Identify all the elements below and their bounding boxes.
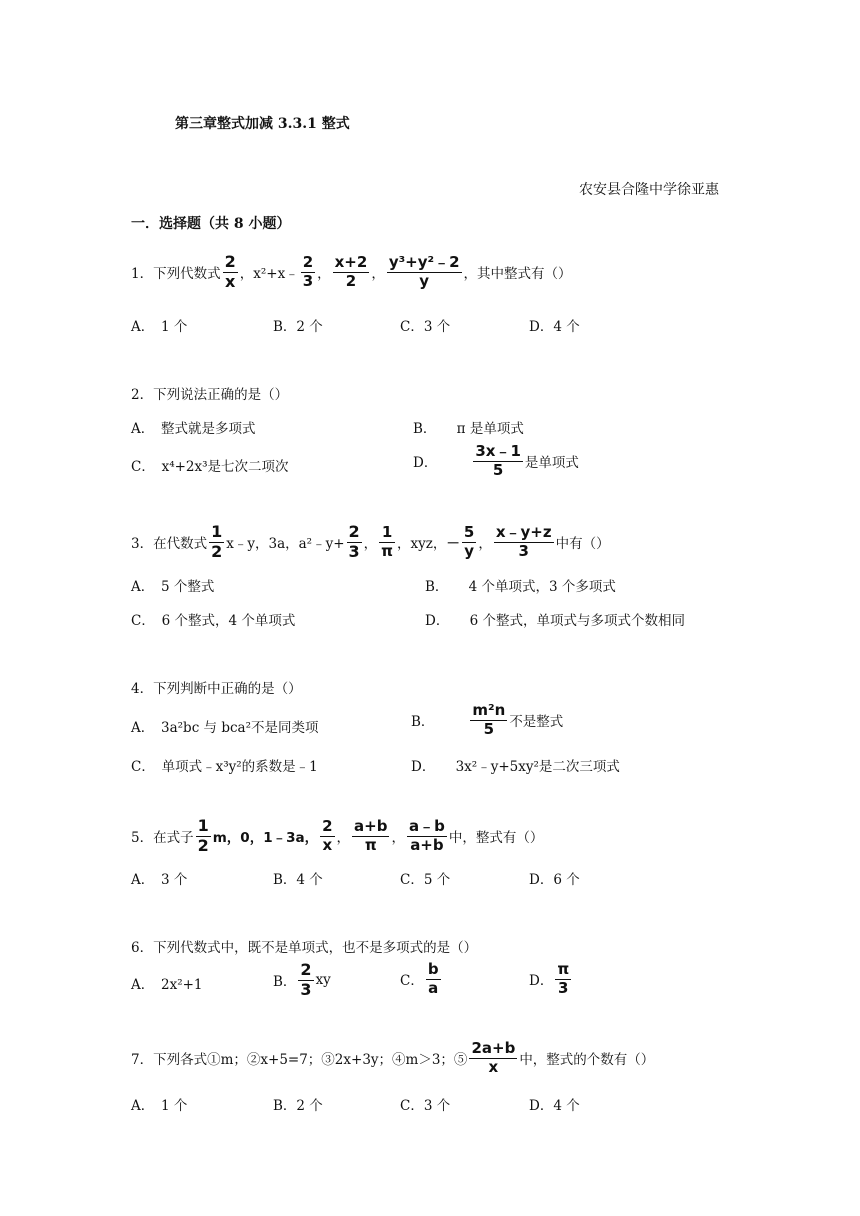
author-line: 农安县合隆中学徐亚惠 — [579, 182, 719, 198]
q7-prefix: 7．下列各式①m；②x+5=7；③2x+3y；④m＞3；⑤ — [131, 1052, 468, 1069]
question-2-stem: 2．下列说法正确的是（） — [131, 387, 289, 403]
q4-b-label: B． — [411, 714, 435, 731]
q4-option-d: D． 3x²﹣y+5xy²是二次三项式 — [411, 759, 620, 775]
q6-b-label: B． — [273, 974, 297, 991]
q4-b-suffix: 不是整式 — [509, 714, 564, 731]
question-4-stem: 4．下列判断中正确的是（） — [131, 681, 302, 697]
q6-option-c — [400, 962, 443, 997]
q3-fraction-1: $\frac{1}{2}$ — [211, 522, 223, 561]
q1-option-d: D．4 个 — [529, 319, 580, 335]
q1-fraction-4: $\frac{\text{y³+y²﹣2}}{y}$ — [388, 253, 460, 290]
q2-d-label: D． — [413, 455, 438, 472]
q6-c-fraction: $\frac{b}{a}$ — [427, 960, 439, 997]
q5-fraction-2: $\frac{2}{x}$ — [322, 817, 333, 854]
question-5-stem — [131, 818, 543, 855]
q3-option-b: B． 4 个单项式，3 个多项式 — [425, 579, 616, 595]
q1-fraction-3: $\frac{x+2}{2}$ — [334, 253, 368, 290]
q5-fraction-4: $\frac{a﹣b}{a+b}$ — [408, 817, 445, 854]
q7-option-d: D．4 个 — [529, 1098, 580, 1114]
q7-option-b: B．2 个 — [273, 1098, 323, 1114]
q5-option-a: A． 3 个 — [131, 872, 188, 888]
q6-c-label: C． — [400, 973, 424, 990]
q5-prefix: 5．在式子 — [131, 830, 194, 847]
q1-suffix: ，其中整式有（） — [463, 266, 572, 283]
q3-fraction-2: $\frac{2}{3}$ — [348, 522, 360, 561]
q6-d-fraction: $\frac{\pi}{3}$ — [557, 960, 570, 997]
q5-separator: ， — [336, 830, 351, 847]
q3-fraction-4: $\frac{5}{y}$ — [463, 523, 475, 560]
q6-option-d — [529, 962, 573, 997]
q5-fraction-1: $\frac{1}{2}$ — [197, 816, 209, 855]
q1-separator-2: ， — [371, 266, 385, 283]
section-heading: 一．选择题（共 8 小题） — [131, 216, 291, 232]
q3-option-a: A． 5 个整式 — [131, 579, 215, 595]
q3-option-c: C． 6 个整式，4 个单项式 — [131, 613, 296, 629]
q1-separator: ， — [317, 266, 331, 283]
q7-fraction-1: $\frac{2a+b}{x}$ — [471, 1039, 516, 1076]
question-3-stem — [131, 524, 610, 561]
q2-option-d — [413, 444, 579, 479]
q3-separator-2: ， — [478, 536, 492, 553]
q1-option-a: A． 1 个 — [131, 319, 188, 335]
q6-option-b — [273, 962, 331, 999]
q5-option-d: D．6 个 — [529, 872, 580, 888]
q3-middle-text: x﹣y，3a，a²﹣y+ — [226, 536, 345, 553]
q5-middle-text: m，0，1﹣3a， — [212, 830, 319, 847]
q1-middle-text: ，x²+x﹣ — [239, 266, 299, 283]
q3-prefix: 3．在代数式 — [131, 536, 208, 553]
q2-option-c: C． x⁴+2x³是七次二项次 — [131, 459, 289, 475]
q3-option-d: D． 6 个整式，单项式与多项式个数相同 — [425, 613, 685, 629]
q4-b-fraction: $\frac{\text{m²n}}{5}$ — [472, 701, 506, 738]
q5-suffix: 中，整式有（） — [448, 830, 544, 847]
q6-option-a: A． 2x²+1 — [131, 977, 203, 993]
q2-option-b: B． π 是单项式 — [413, 421, 524, 437]
q4-option-b — [411, 703, 563, 738]
q1-fraction-1: $\frac{2}{x}$ — [224, 252, 236, 291]
q6-b-fraction: $\frac{2}{3}$ — [300, 960, 312, 999]
q3-negative-sign: － — [446, 536, 460, 553]
q3-fraction-5: $\frac{x﹣y+z}{3}$ — [495, 523, 552, 560]
q1-fraction-2: $\frac{2}{3}$ — [302, 253, 314, 290]
q3-middle-text-2: ，xyz， — [397, 536, 447, 553]
q3-separator: ， — [363, 536, 378, 553]
q4-option-a: A． 3a²bc 与 bca²不是同类项 — [131, 720, 319, 736]
question-6-stem: 6．下列代数式中，既不是单项式，也不是多项式的是（） — [131, 940, 478, 956]
question-1-stem — [131, 254, 572, 291]
q2-option-a: A． 整式就是多项式 — [131, 421, 256, 437]
q5-fraction-3: $\frac{a+b}{\pi}$ — [354, 817, 388, 854]
q6-b-suffix: xy — [315, 972, 331, 989]
q3-fraction-3: $\frac{1}{\pi}$ — [381, 523, 394, 560]
q5-option-b: B．4 个 — [273, 872, 323, 888]
question-7-stem — [131, 1041, 654, 1076]
q1-option-b: B．2 个 — [273, 319, 323, 335]
q6-d-label: D． — [529, 973, 554, 990]
q2-d-fraction: $\frac{3x﹣1}{5}$ — [475, 442, 521, 479]
q5-separator-2: ， — [391, 830, 405, 847]
q1-option-c: C．3 个 — [400, 319, 451, 335]
q1-prefix: 1．下列代数式 — [131, 266, 221, 283]
q3-suffix: 中有（） — [555, 536, 610, 553]
q5-option-c: C．5 个 — [400, 872, 451, 888]
q4-option-c: C． 单项式﹣x³y²的系数是﹣1 — [131, 759, 318, 775]
document-title: 第三章整式加减 3.3.1 整式 — [175, 116, 350, 132]
q7-option-c: C．3 个 — [400, 1098, 451, 1114]
q7-option-a: A． 1 个 — [131, 1098, 188, 1114]
q7-suffix: 中，整式的个数有（） — [519, 1052, 655, 1069]
q2-d-suffix: 是单项式 — [524, 455, 579, 472]
